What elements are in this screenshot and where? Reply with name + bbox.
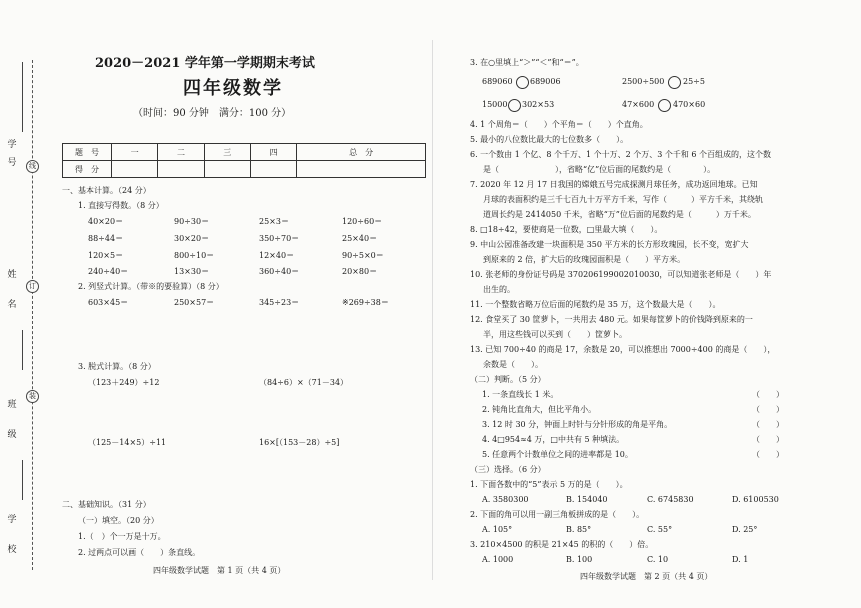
choice-question: 2. 下面的角可以用一副三角板拼成的是（ ）。: [470, 510, 645, 519]
oral-item: 120÷60＝: [342, 217, 383, 226]
fill-question: 13. 已知 700÷40 的商是 17，余数是 20，可以推想出 7000÷400 的商是（ ），: [470, 345, 776, 354]
oral-item: 40×20＝: [88, 217, 124, 226]
fill-question: 到原来的 2 倍，扩大后的玫瑰园面积是（ ）平方米。: [483, 255, 686, 264]
subsection-heading: （二）判断。（5 分）: [470, 375, 546, 384]
choice-option[interactable]: A. 1000: [482, 555, 514, 564]
time-info: （时间：90 分钟 满分：100 分）: [133, 108, 292, 119]
exam-title: 2020－2021 学年第一学期期末考试: [95, 56, 315, 71]
choice-option[interactable]: A. 105°: [482, 525, 513, 534]
binding-label: 级: [7, 430, 17, 440]
binding-hole: 订: [26, 280, 39, 293]
binding-dashed-line: [32, 60, 33, 570]
score-cell[interactable]: [204, 161, 250, 178]
step-item: （125－14×5）÷11: [88, 438, 167, 447]
choice-option[interactable]: B. 85°: [566, 525, 592, 534]
binding-hole: 装: [26, 390, 39, 403]
compare-circle[interactable]: [668, 76, 681, 89]
oral-item: 25×3＝: [259, 217, 289, 226]
choice-option[interactable]: A. 3580300: [482, 495, 529, 504]
score-row-label: 得 分: [63, 161, 112, 178]
choice-option[interactable]: B. 100: [566, 555, 593, 564]
choice-option[interactable]: D. 1: [732, 555, 749, 564]
fill-question: 4. 1 个周角＝（ ）个平角＝（ ）个直角。: [470, 120, 648, 129]
fill-question: 月球的表面积约是三千七百九十万平方千米，写作（ ）平方千米，其绕轨: [483, 195, 763, 204]
compare-right: 470×60: [673, 100, 706, 109]
binding-hole: 线: [26, 160, 39, 173]
oral-item: 800÷10＝: [174, 251, 215, 260]
score-cell[interactable]: [297, 161, 426, 178]
judge-bracket[interactable]: （ ）: [752, 405, 784, 414]
judge-question: 3. 12 时 30 分，钟面上时针与分针形成的角是平角。: [482, 420, 673, 429]
subsection-heading: 3. 脱式计算。（8 分）: [78, 362, 156, 371]
fill-question: 12. 食堂买了 30 筐萝卜，一共用去 480 元。如果每筐萝卜的价钱降到原来的一: [470, 315, 753, 324]
fill-question: 7. 2020 年 12 月 17 日我国的嫦娥五号完成探测月球任务，成功返回地球。已知: [470, 180, 758, 189]
choice-option[interactable]: C. 10: [647, 555, 669, 564]
oral-item: 88÷44＝: [88, 234, 124, 243]
choice-question: 1. 下面各数中的“5”表示 5 万的是（ ）。: [470, 480, 628, 489]
page-footer: 四年级数学试题 第 2 页（共 4 页）: [580, 572, 713, 581]
oral-item: 350÷70＝: [259, 234, 300, 243]
binding-label: 校: [7, 545, 17, 555]
compare-circle[interactable]: [508, 99, 521, 112]
judge-question: 1. 一条直线长 1 米。: [482, 390, 559, 399]
judge-bracket[interactable]: （ ）: [752, 420, 784, 429]
fill-question: 出生的。: [483, 285, 515, 294]
binding-label: 学: [7, 515, 17, 525]
score-cell[interactable]: [112, 161, 158, 178]
step-item: （123＋249）÷12: [88, 378, 160, 387]
vertical-item: 345÷23＝: [259, 298, 300, 307]
oral-item: 25×40＝: [342, 234, 378, 243]
oral-item: 90÷30＝: [174, 217, 210, 226]
binding-rule: [22, 330, 23, 370]
binding-label: 学: [7, 140, 17, 150]
score-header: 四: [250, 144, 296, 161]
choice-option[interactable]: D. 25°: [732, 525, 758, 534]
score-header: 题 号: [63, 144, 112, 161]
score-table: [62, 143, 426, 178]
compare-right: 689006: [530, 77, 561, 86]
compare-left: 2500÷500: [622, 77, 665, 86]
judge-bracket[interactable]: （ ）: [752, 435, 784, 444]
binding-label: 名: [7, 300, 17, 310]
choice-option[interactable]: B. 154040: [566, 495, 608, 504]
score-header: 总 分: [297, 144, 426, 161]
subsection-heading: 1. 直接写得数。（8 分）: [78, 201, 164, 210]
oral-item: 90÷5×0＝: [342, 251, 384, 260]
choice-option[interactable]: C. 55°: [647, 525, 673, 534]
judge-bracket[interactable]: （ ）: [752, 390, 784, 399]
subject-title: 四年级数学: [183, 78, 283, 99]
compare-circle[interactable]: [516, 76, 529, 89]
judge-question: 2. 钝角比直角大，但比平角小。: [482, 405, 597, 414]
fill-question: 半，用这些钱可以买到（ ）筐萝卜。: [483, 330, 627, 339]
compare-left: 47×600: [622, 100, 655, 109]
fill-question: 10. 张老师的身份证号码是 370206199002010030，可以知道张老师是（ ）年: [470, 270, 772, 279]
compare-left: 689060: [482, 77, 513, 86]
subsection-heading: 2. 列竖式计算。（带※的要验算）（8 分）: [78, 282, 224, 291]
compare-left: 15000: [482, 100, 508, 109]
vertical-item: 250×57＝: [174, 298, 215, 307]
fill-question: 是（ ），省略“亿”位后面的尾数约是（ ）。: [483, 165, 716, 174]
fill-question: 1.（ ）个一万是十万。: [78, 532, 166, 541]
binding-label: 姓: [7, 270, 17, 280]
compare-circle[interactable]: [658, 99, 671, 112]
fill-question: 6. 一个数由 1 个亿、8 个千万、1 个十万、2 个万、3 个千和 6 个百组成的，这个数: [470, 150, 772, 159]
step-item: （84÷6）×（71－34）: [259, 378, 349, 387]
score-header: 二: [158, 144, 204, 161]
binding-rule: [22, 62, 23, 132]
subsection-heading: （一）填空。（20 分）: [78, 516, 159, 525]
step-item: 16×[（153－28）÷5]: [259, 438, 340, 447]
judge-question: 5. 任意两个计数单位之间的进率都是 10。: [482, 450, 633, 459]
fill-question: 9. 中山公园准备改建一块面积是 350 平方米的长方形玫瑰园，长不变，宽扩大: [470, 240, 749, 249]
fill-question: 道周长约是 2414050 千米，省略“万”位后面的尾数约是（ ）万千米。: [483, 210, 756, 219]
oral-item: 120×5＝: [88, 251, 124, 260]
score-cell[interactable]: [158, 161, 204, 178]
vertical-item: ※269÷38＝: [342, 298, 389, 307]
choice-question: 3. 210×4500 的积是 21×45 的积的（ ）倍。: [470, 540, 654, 549]
oral-item: 360÷40＝: [259, 267, 300, 276]
page-divider: [432, 40, 433, 580]
oral-item: 13×30＝: [174, 267, 210, 276]
subsection-heading: （三）选择。（6 分）: [470, 465, 546, 474]
binding-label: 号: [7, 158, 17, 168]
fill-question: 3. 在○里填上“＞”“＜”和“＝”。: [470, 58, 584, 67]
oral-item: 240÷40＝: [88, 267, 129, 276]
binding-rule: [22, 460, 23, 500]
compare-right: 25÷5: [683, 77, 705, 86]
fill-question: 11. 一个整数省略万位后面的尾数约是 35 万，这个数最大是（ ）。: [470, 300, 721, 309]
fill-question: 5. 最小的八位数比最大的七位数多（ ）。: [470, 135, 629, 144]
compare-right: 302×53: [522, 100, 555, 109]
page-footer: 四年级数学试题 第 1 页（共 4 页）: [153, 566, 286, 575]
judge-question: 4. 4□954≈4 万，□中共有 5 种填法。: [482, 435, 625, 444]
score-cell[interactable]: [250, 161, 296, 178]
binding-label: 班: [7, 400, 17, 410]
choice-option[interactable]: D. 6100530: [732, 495, 779, 504]
section-heading: 一、基本计算。（24 分）: [62, 186, 151, 195]
judge-bracket[interactable]: （ ）: [752, 450, 784, 459]
vertical-item: 603×45＝: [88, 298, 129, 307]
oral-item: 30×20＝: [174, 234, 210, 243]
score-header: 三: [204, 144, 250, 161]
choice-option[interactable]: C. 6745830: [647, 495, 694, 504]
section-heading: 二、基础知识。（31 分）: [62, 500, 151, 509]
oral-item: 20×80＝: [342, 267, 378, 276]
fill-question: 2. 过两点可以画（ ）条直线。: [78, 548, 201, 557]
oral-item: 12×40＝: [259, 251, 295, 260]
fill-question: 8. □18÷42，要使商是一位数，□里最大填（ ）。: [470, 225, 663, 234]
score-header: 一: [112, 144, 158, 161]
fill-question: 余数是（ ）。: [483, 360, 543, 369]
